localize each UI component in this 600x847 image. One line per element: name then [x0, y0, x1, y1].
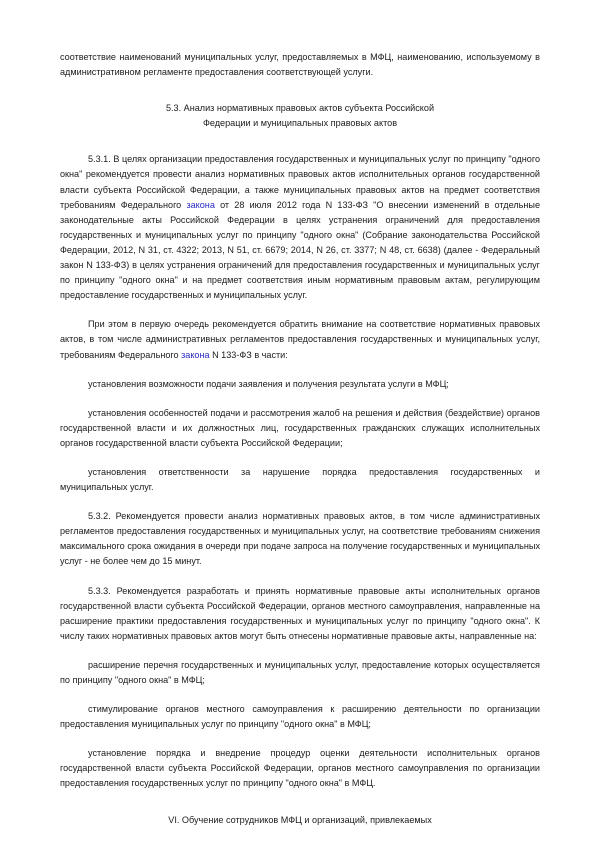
clause-5-3-1-text-part-2: от 28 июля 2012 года N 133-ФЗ "О внесении изменений в отдельные законодательные акты Российской Федерации в целях устранения ограничений для предоставления государственных и муниципальных услуг по принципу "одного окна" (Собрание законодательства Российской Федерации, 2012, N 31, ст. 4322; 2013, N 51, ст. 6679; 2014, N 26, ст. 3377; N 48, ст. 6638) (далее - Федеральный закон N 133-ФЗ) в целях устранения ограничений для предоставления государственных и муниципальных услуг по принципу "одного окна" и на предмет соответствия иным нормативным правовым актам, регулирующим предоставление государственных и муниципальных услуг.: [60, 199, 540, 301]
section-heading: [60, 101, 540, 131]
document-body: [60, 50, 540, 828]
federal-law-link-2[interactable]: закона: [181, 349, 210, 360]
bullet-531-item-1: установления возможности подачи заявления и получения результата услуги в МФЦ;: [88, 378, 449, 389]
attention-paragraph: [60, 317, 540, 362]
spacer-before-final-heading: [60, 806, 540, 813]
clause-5-3-3: 5.3.3. Рекомендуется разработать и принять нормативные правовые акты исполнительных органов государственной власти субъекта Российской Федерации, органов местного самоуправления, направленные на расширение практики предоставления государственных и муниципальных услуг по принципу "одного окна". К числу таких нормативных правовых актов могут быть отнесены нормативные правовые акты, направленные на:: [60, 585, 540, 641]
spacer-after-heading: [60, 145, 540, 152]
final-heading: VI. Обучение сотрудников МФЦ и организаций, привлекаемых: [168, 814, 432, 825]
bullet-533-item-2: стимулирование органов местного самоуправления к расширению деятельности по организации предоставления муниципальных услуг по принципу "одного окна" в МФЦ;: [60, 704, 540, 730]
bullet-533-item-3: установление порядка и внедрение процедур оценки деятельности исполнительных органов государственной власти субъекта Российской Федерации, органов местного самоуправления по организации предоставления государственных услуг по принципу "одного окна" в МФЦ.: [60, 748, 540, 789]
spacer-before-heading: [60, 94, 540, 101]
bullet-531-item-3: установления ответственности за нарушение порядка предоставления государственных и муниципальных услуг.: [60, 466, 540, 493]
attention-paragraph-part-1: При этом в первую очередь рекомендуется обратить внимание на соответствие нормативных правовых актов, в том числе административных регламентов предоставления государственных и муниципальных услуг, требованиям Федерального: [60, 319, 540, 360]
clause-5-3-2: 5.3.2. Рекомендуется провести анализ нормативных правовых актов, в том числе административных регламентов предоставления государственных и муниципальных услуг, на соответствие требованиям снижения максимального срока ожидания в очереди при подаче запроса на получение государственных и муниципальных услуг - не более чем до 15 минут.: [60, 511, 540, 567]
bullet-531-item-2: установления особенностей подачи и рассмотрения жалоб на решения и действия (бездействие) органов государственной власти и их должностных лиц, государственных гражданских служащих исполнительных органов государственной власти субъекта Российской Федерации;: [60, 407, 540, 448]
section-heading-line-1: 5.3. Анализ нормативных правовых актов субъекта Российской: [165, 103, 435, 114]
intro-paragraph: соответствие наименований муниципальных услуг, предоставляемых в МФЦ, наименованию, используемому в административном регламенте предоставления соответствующей услуги.: [60, 52, 540, 78]
section-heading-line-2: Федерации и муниципальных правовых актов: [202, 118, 398, 129]
attention-paragraph-part-2: N 133-ФЗ в части:: [209, 349, 288, 360]
clause-5-3-1-text-part-1: 5.3.1. В целях организации предоставления государственных и муниципальных услуг по принципу "одного окна" рекомендуется провести анализ нормативных правовых актов исполнительных органов государственной власти субъекта Российской Федерации, а также муниципальных правовых актов на предмет соответствия требованиям Федерального: [60, 154, 540, 210]
bullet-533-item-1: расширение перечня государственных и муниципальных услуг, предоставление которых осуществляется по принципу "одного окна" в МФЦ;: [60, 659, 540, 685]
clause-5-3-1: [60, 152, 540, 303]
federal-law-link[interactable]: закона: [186, 199, 215, 210]
